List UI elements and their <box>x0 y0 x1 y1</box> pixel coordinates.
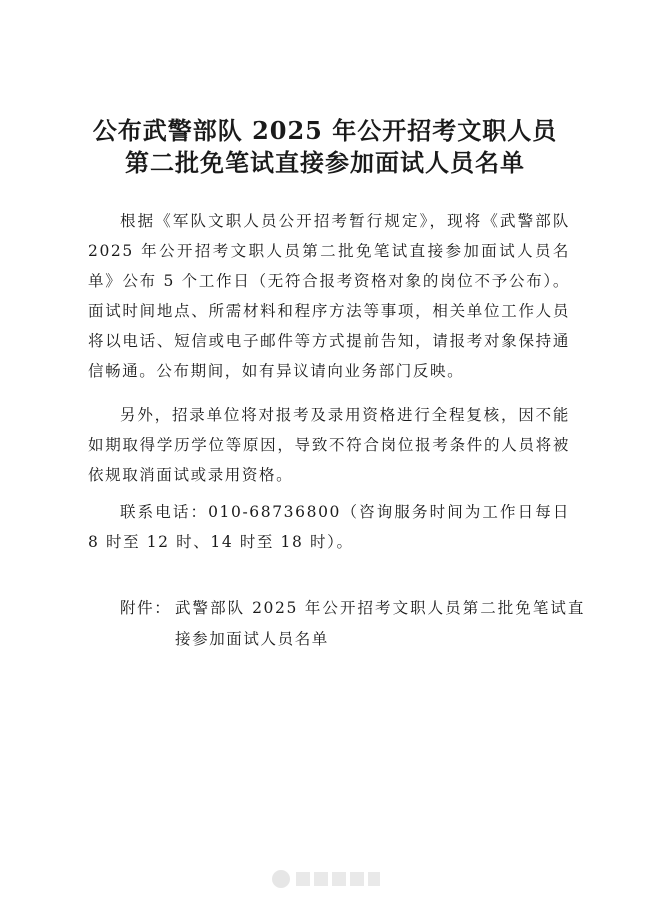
watermark-text-shape <box>296 872 380 886</box>
document-title-line-1: 公布武警部队 2025 年公开招考文职人员 <box>92 116 558 145</box>
paragraph-contact-phone: 联系电话：010-68736800（咨询服务时间为工作日每日 8 时至 12 时、14 时至 18 时）。 <box>88 503 570 551</box>
weibo-watermark-icon <box>272 868 382 890</box>
watermark-avatar-icon <box>272 870 290 888</box>
paragraph-announcement: 根据《军队文职人员公开招考暂行规定》，现将《武警部队 2025 年公开招考文职人员第二批免笔试直接参加面试人员名单》公布 5 个工作日（无符合报考资格对象的岗位不予公布）。面试时间地点、所需材料和程序方法等事项，相关单位工作人员将以电话、短信或电子邮件等方式提前告知，请报考对象保持通信畅通。公布期间，如有异议请向业务部门反映。 <box>88 212 570 380</box>
paragraph-review-notice: 另外，招录单位将对报考及录用资格进行全程复核，因不能如期取得学历学位等原因，导致不符合岗位报考条件的人员将被依规取消面试或录用资格。 <box>88 406 570 484</box>
attachment-title: 武警部队 2025 年公开招考文职人员第二批免笔试直接参加面试人员名单 <box>175 599 585 648</box>
attachment-label: 附件： <box>120 599 172 617</box>
document-title-line-2: 第二批免笔试直接参加面试人员名单 <box>125 148 525 177</box>
